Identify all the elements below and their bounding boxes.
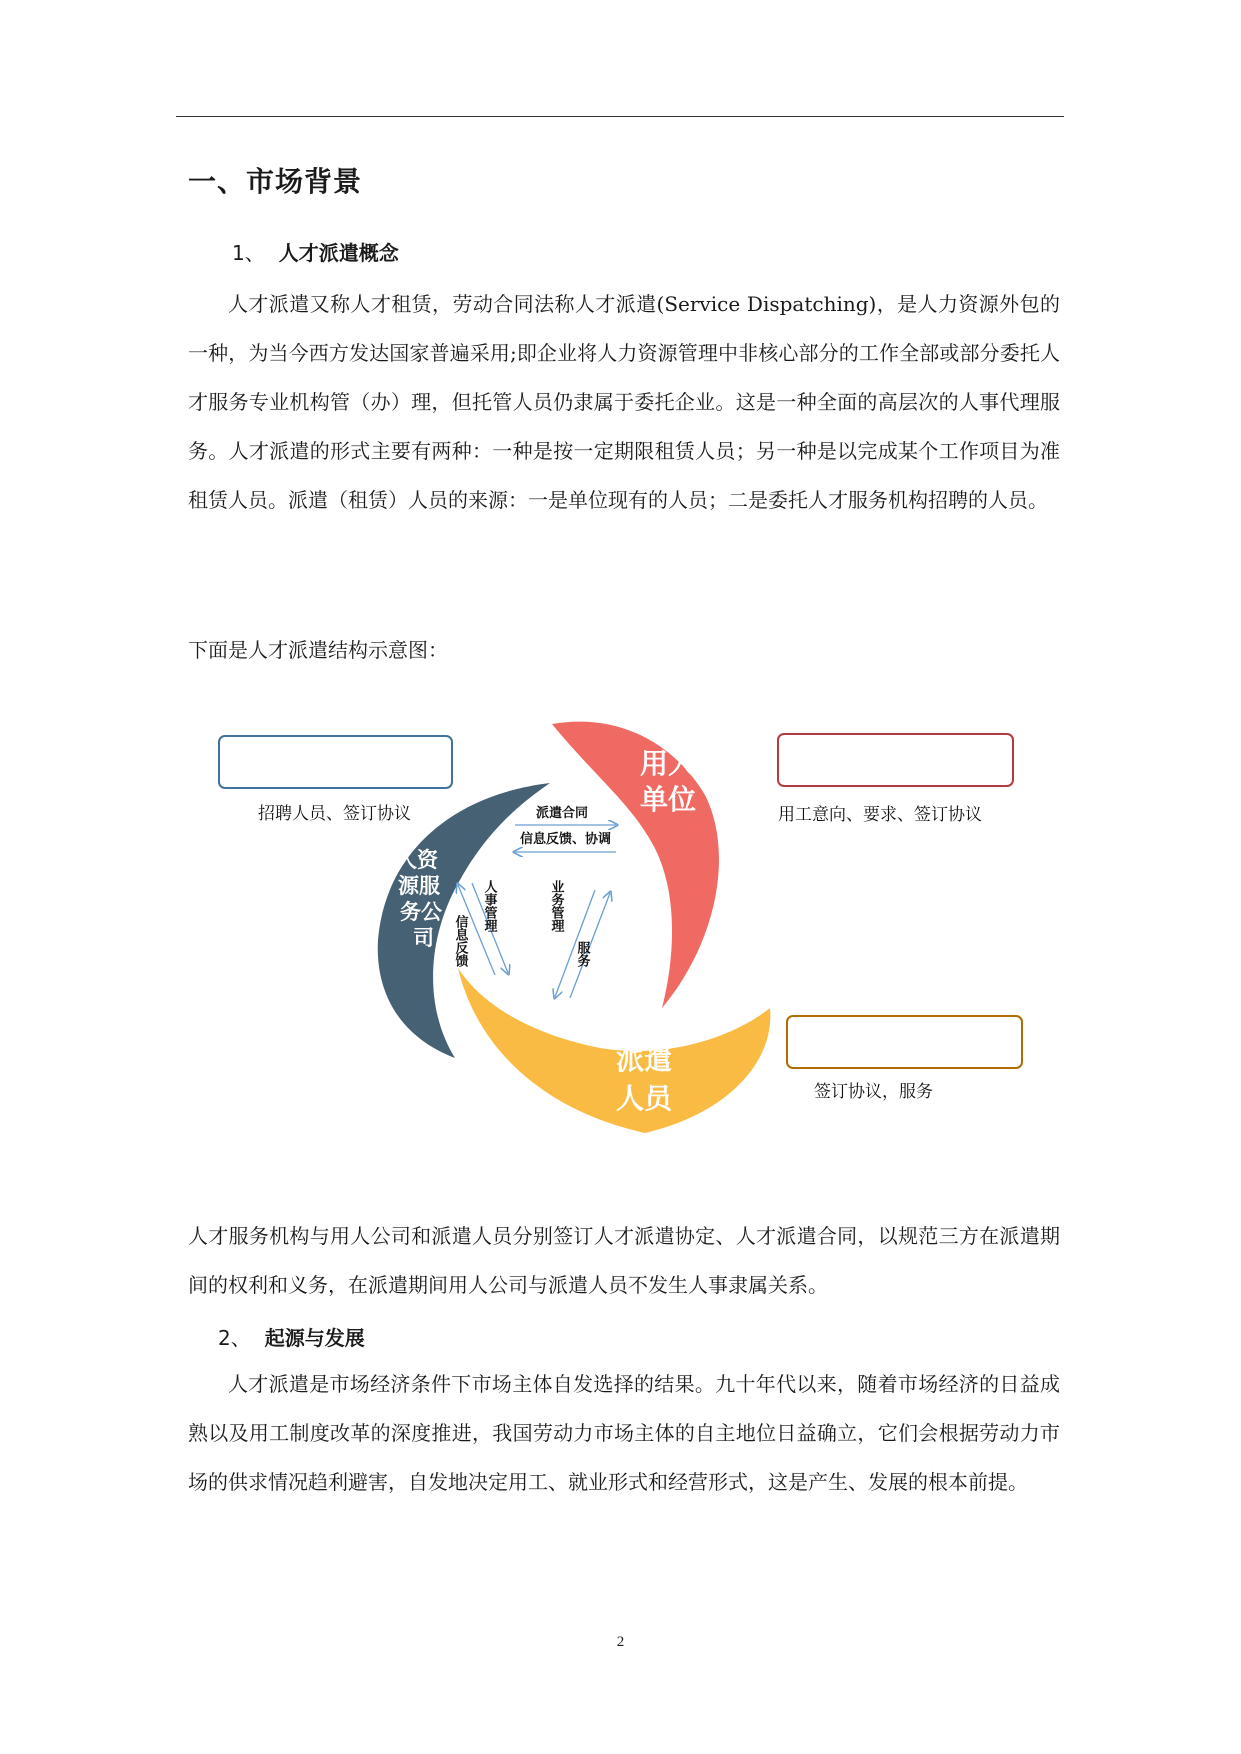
diagram-intro: 下面是人才派遣结构示意图： — [188, 638, 448, 662]
staff-blade-line-2: 人员 — [616, 1082, 673, 1115]
company-blade-line-4: 司 — [413, 926, 434, 950]
cycle-graphic — [210, 715, 1030, 1140]
staff-blade — [458, 968, 770, 1133]
section-heading-1 — [232, 237, 399, 266]
label-contract: 派遣合同 — [536, 806, 589, 821]
dispatch-structure-diagram — [210, 715, 1030, 1140]
label-feedback-coordination: 信息反馈、协调 — [520, 832, 612, 847]
staff-label: 人员 — [887, 1032, 922, 1052]
header-rule — [176, 116, 1064, 117]
paragraph-agreements: 人才服务机构与用人公司和派遣人员分别签订人才派遣协定、人才派遣合同，以规范三方在派遣期间的权利和义务，在派遣期间用人公司与派遣人员不发生人事隶属关系。 — [188, 1224, 1060, 1297]
company-blade-line-2: 源服 — [398, 874, 440, 898]
paragraph-concept: 人才派遣又称人才租赁，劳动合同法称人才派遣(Service Dispatching)，是人力资源外包的一种，为当今西方发达国家普遍采用;即企业将人力资源管理中非核心部分的工作全部或部分委托人才服务专业机构管（办）理，但托管人员仍隶属于委托企业。这是一种全面的高层次的人事代理服务。人才派遣的形式主要有两种：一种是按一定期限租赁人员；另一种是以完成某个工作项目为准租赁人员。派遣（租赁）人员的来源：一是单位现有的人员；二是委托人才服务机构招聘的人员。 — [188, 292, 1060, 512]
paragraph-origin: 人才派遣是市场经济条件下市场主体自发选择的结果。九十年代以来，随着市场经济的日益成熟以及用工制度改革的深度推进，我国劳动力市场主体的自主地位日益确立，它们会根据劳动力市场的供求情况趋利避害，自发地决定用工、就业形式和经营形式，这是产生、发展的根本前提。 — [188, 1372, 1060, 1494]
company-blade-line-1: 人资 — [396, 848, 438, 872]
staff-blade-line-1: 派遣 — [616, 1043, 673, 1076]
staff-caption: 签订协议，服务 — [814, 1082, 933, 1102]
label-personnel-management: 人事管理 — [481, 880, 497, 932]
label-service: 服务 — [574, 941, 590, 967]
label-business-management: 业务管理 — [548, 880, 564, 932]
page-number: 2 — [616, 1634, 625, 1650]
hr-agency-label: 人力资源服务机构 — [267, 752, 404, 772]
employer-caption: 用工意向、要求、签订协议 — [778, 805, 982, 825]
employer-blade-line-2: 单位 — [640, 783, 697, 816]
section-number: 2、 — [218, 1326, 251, 1350]
section-title: 起源与发展 — [264, 1326, 365, 1350]
section-heading-2 — [218, 1322, 365, 1351]
label-info-feedback: 信息反馈 — [452, 915, 468, 967]
section-title: 人才派遣概念 — [278, 241, 399, 265]
employer-label: 用人单位 — [861, 750, 930, 770]
hr-agency-caption: 招聘人员、签订协议 — [258, 804, 411, 824]
company-blade-line-3: 务公 — [400, 900, 442, 924]
heading-market-background: 一、市场背景 — [188, 165, 363, 198]
employer-blade-line-1: 用人 — [640, 747, 697, 780]
section-number: 1、 — [232, 241, 265, 265]
